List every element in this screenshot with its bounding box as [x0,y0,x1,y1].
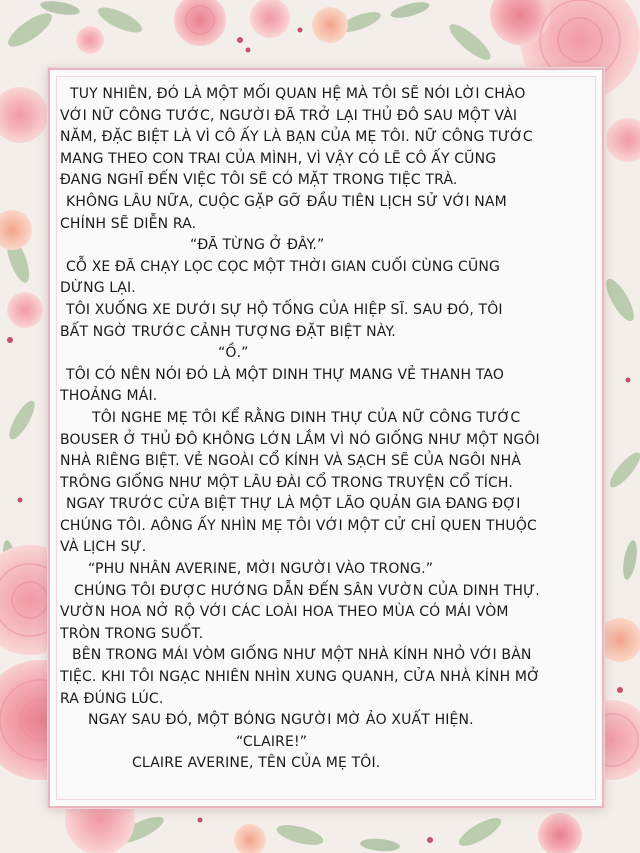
text-line: “Ồ.” [218,345,249,362]
text-line: THOẢNG MÁI. [60,388,158,405]
text-line: RA ĐÚNG LÚC. [60,690,164,707]
text-line: CHÚNG TÔI. AÔNG ẤY NHÌN MẸ TÔI VỚI MỘT CỬ CHỈ QUEN THUỘC [60,517,537,534]
text-line: TRÔNG GIỐNG NHƯ MỘT LÂU ĐÀI CỔ TRONG TRUYỆN CỔ TÍCH. [60,474,513,491]
text-line: BÊN TRONG MÁI VÒM GIỐNG NHƯ MỘT NHÀ KÍNH NHỎ VỚI BÀN [72,647,532,664]
text-line: CHÚNG TÔI ĐƯỢC HƯỚNG DẪN ĐẾN SÂN VƯỜN CỦA DINH THỰ. [74,582,540,599]
text-line: CHÍNH SẼ DIỄN RA. [60,215,197,232]
text-line: TÔI XUỐNG XE DƯỚI SỰ HỘ TỐNG CỦA HIỆP SĨ. SAU ĐÓ, TÔI [66,301,503,318]
text-line: DỪNG LẠI. [60,280,136,297]
text-line: TÔI CÓ NÊN NÓI ĐÓ LÀ MỘT DINH THỰ MANG VẺ THANH TAO [66,366,505,383]
text-line: NGAY SAU ĐÓ, MỘT BÓNG NGƯỜI MỜ ẢO XUẤT HIỆN. [88,712,474,729]
text-line: “PHU NHÂN AVERINE, MỜI NGƯỜI VÀO TRONG.” [88,561,434,578]
text-line: NĂM, ĐẶC BIỆT LÀ VÌ CÔ ẤY LÀ BẠN CỦA MẸ TÔI. NỮ CÔNG TƯỚC [60,129,533,146]
text-line: TUY NHIÊN, ĐÓ LÀ MỘT MỐI QUAN HỆ MÀ TÔI SẼ NÓI LỜI CHÀO [70,86,526,102]
text-line: NGAY TRƯỚC CỬA BIỆT THỰ LÀ MỘT LÃO QUẢN GIA ĐANG ĐỢI [66,496,521,513]
story-text [60,84,600,775]
text-line: BẤT NGỜ TRƯỚC CẢNH TƯỢNG ĐẶT BIỆT NÀY. [60,323,396,340]
text-line: CLAIRE AVERINE, TÊN CỦA MẸ TÔI. [132,755,381,772]
text-line: BOUSER Ở THỦ ĐÔ KHÔNG LỚN LẮM VÌ NÓ GIỐNG NHƯ MỘT NGÔI [60,431,540,448]
text-line: VỚI NỮ CÔNG TƯỚC, NGƯỜI ĐÃ TRỞ LẠI THỦ ĐÔ SAU MỘT VÀI [60,107,518,124]
text-line: “CLAIRE!” [236,733,308,750]
text-line: TIỆC. KHI TÔI NGẠC NHIÊN NHÌN XUNG QUANH, CỬA NHÀ KÍNH MỞ [60,669,541,686]
text-line: TRÒN TRONG SUỐT. [60,625,204,642]
text-line: VƯỜN HOA NỞ RỘ VỚI CÁC LOÀI HOA THEO MÙA CÓ MÁI VÒM [60,604,509,621]
text-line: VÀ LỊCH SỰ. [60,539,147,556]
text-line: TÔI NGHE MẸ TÔI KỂ RẰNG DINH THỰ CỦA NỮ CÔNG TƯỚC [92,409,521,426]
text-line: KHÔNG LÂU NỮA, CUỘC GẶP GỠ ĐẦU TIÊN LỊCH SỬ VỚI NAM [66,193,507,210]
text-line: NHÀ RIÊNG BIỆT. VẺ NGOÀI CỔ KÍNH VÀ SẠCH SẼ CỦA NGÔI NHÀ [60,453,522,470]
text-line: CỖ XE ĐÃ CHẠY LỌC CỌC MỘT THỜI GIAN CUỐI CÙNG CŨNG [66,258,500,275]
text-line: MANG THEO CON TRAI CỦA MÌNH, VÌ VẬY CÓ LẼ CÔ ẤY CŨNG [60,150,497,167]
text-line: ĐANG NGHĨ ĐẾN VIỆC TÔI SẼ CÓ MẶT TRONG TIỆC TRÀ. [60,172,458,189]
text-line: “ĐÃ TỪNG Ở ĐÂY.” [190,237,325,254]
